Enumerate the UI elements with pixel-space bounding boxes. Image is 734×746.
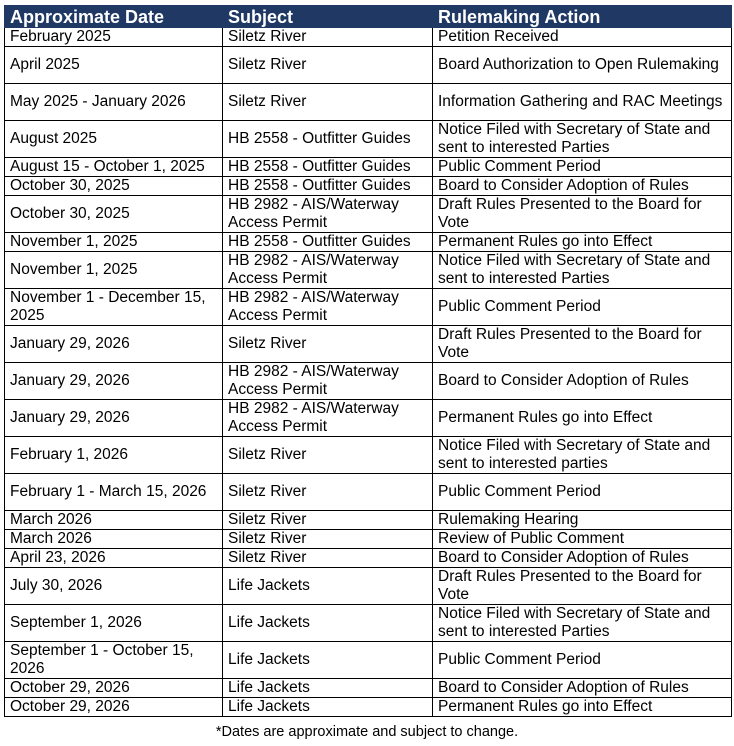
cell-action: Board to Consider Adoption of Rules (433, 363, 732, 400)
rulemaking-schedule-table (4, 5, 732, 717)
table-row (5, 28, 732, 47)
cell-date: February 2025 (5, 28, 223, 47)
table-row (5, 698, 732, 717)
table-row (5, 289, 732, 326)
cell-action: Information Gathering and RAC Meetings (433, 84, 732, 121)
cell-subject: Life Jackets (223, 679, 433, 698)
cell-subject: HB 2558 - Outfitter Guides (223, 158, 433, 177)
cell-subject: Siletz River (223, 474, 433, 511)
cell-subject: HB 2982 - AIS/Waterway Access Permit (223, 363, 433, 400)
cell-date: September 1, 2026 (5, 605, 223, 642)
cell-action: Notice Filed with Secretary of State and sent to interested Parties (433, 121, 732, 158)
table-row (5, 511, 732, 530)
cell-date: April 2025 (5, 47, 223, 84)
table-header-row (5, 6, 732, 28)
cell-subject: Siletz River (223, 437, 433, 474)
table-row (5, 252, 732, 289)
cell-date: January 29, 2026 (5, 400, 223, 437)
cell-action: Board to Consider Adoption of Rules (433, 549, 732, 568)
table-row (5, 642, 732, 679)
cell-action: Petition Received (433, 28, 732, 47)
cell-date: February 1, 2026 (5, 437, 223, 474)
cell-action: Public Comment Period (433, 474, 732, 511)
cell-action: Public Comment Period (433, 289, 732, 326)
table-row (5, 474, 732, 511)
cell-subject: HB 2982 - AIS/Waterway Access Permit (223, 289, 433, 326)
table-row (5, 196, 732, 233)
cell-subject: HB 2558 - Outfitter Guides (223, 233, 433, 252)
cell-subject: Life Jackets (223, 642, 433, 679)
table-row (5, 568, 732, 605)
cell-date: November 1, 2025 (5, 233, 223, 252)
table-row (5, 530, 732, 549)
cell-subject: Siletz River (223, 28, 433, 47)
table-row (5, 158, 732, 177)
cell-action: Permanent Rules go into Effect (433, 233, 732, 252)
cell-subject: HB 2982 - AIS/Waterway Access Permit (223, 196, 433, 233)
cell-date: March 2026 (5, 511, 223, 530)
cell-date: September 1 - October 15, 2026 (5, 642, 223, 679)
cell-date: November 1, 2025 (5, 252, 223, 289)
header-subject: Subject (223, 6, 433, 28)
table-row (5, 605, 732, 642)
table-row (5, 400, 732, 437)
header-approximate-date: Approximate Date (5, 6, 223, 28)
cell-date: August 15 - October 1, 2025 (5, 158, 223, 177)
table-row (5, 177, 732, 196)
cell-action: Board Authorization to Open Rulemaking (433, 47, 732, 84)
cell-action: Review of Public Comment (433, 530, 732, 549)
cell-action: Draft Rules Presented to the Board for Vote (433, 568, 732, 605)
cell-subject: Siletz River (223, 47, 433, 84)
cell-action: Board to Consider Adoption of Rules (433, 177, 732, 196)
header-rulemaking-action: Rulemaking Action (433, 6, 732, 28)
cell-date: October 30, 2025 (5, 196, 223, 233)
cell-subject: Siletz River (223, 511, 433, 530)
table-row (5, 363, 732, 400)
cell-date: August 2025 (5, 121, 223, 158)
cell-action: Public Comment Period (433, 158, 732, 177)
cell-date: October 30, 2025 (5, 177, 223, 196)
cell-date: March 2026 (5, 530, 223, 549)
cell-subject: Life Jackets (223, 605, 433, 642)
cell-action: Permanent Rules go into Effect (433, 400, 732, 437)
table-row (5, 549, 732, 568)
cell-action: Draft Rules Presented to the Board for Vote (433, 326, 732, 363)
cell-date: January 29, 2026 (5, 363, 223, 400)
cell-action: Board to Consider Adoption of Rules (433, 679, 732, 698)
cell-subject: Siletz River (223, 549, 433, 568)
cell-action: Draft Rules Presented to the Board for Vote (433, 196, 732, 233)
table-row (5, 121, 732, 158)
cell-date: July 30, 2026 (5, 568, 223, 605)
cell-action: Notice Filed with Secretary of State and sent to interested Parties (433, 605, 732, 642)
cell-action: Notice Filed with Secretary of State and sent to interested Parties (433, 252, 732, 289)
cell-subject: HB 2982 - AIS/Waterway Access Permit (223, 252, 433, 289)
cell-date: May 2025 - January 2026 (5, 84, 223, 121)
table-row (5, 233, 732, 252)
cell-subject: Life Jackets (223, 568, 433, 605)
cell-date: October 29, 2026 (5, 679, 223, 698)
cell-action: Notice Filed with Secretary of State and sent to interested parties (433, 437, 732, 474)
table-row (5, 47, 732, 84)
cell-subject: Siletz River (223, 530, 433, 549)
table-row (5, 84, 732, 121)
cell-action: Permanent Rules go into Effect (433, 698, 732, 717)
cell-date: February 1 - March 15, 2026 (5, 474, 223, 511)
cell-subject: Siletz River (223, 326, 433, 363)
cell-subject: HB 2558 - Outfitter Guides (223, 121, 433, 158)
table-row (5, 437, 732, 474)
table-row (5, 326, 732, 363)
cell-date: October 29, 2026 (5, 698, 223, 717)
footnote: *Dates are approximate and subject to change. (215, 724, 519, 740)
table-body (5, 28, 732, 717)
table-row (5, 679, 732, 698)
cell-subject: Siletz River (223, 84, 433, 121)
cell-action: Public Comment Period (433, 642, 732, 679)
cell-date: November 1 - December 15, 2025 (5, 289, 223, 326)
cell-action: Rulemaking Hearing (433, 511, 732, 530)
cell-subject: HB 2558 - Outfitter Guides (223, 177, 433, 196)
cell-date: April 23, 2026 (5, 549, 223, 568)
cell-subject: HB 2982 - AIS/Waterway Access Permit (223, 400, 433, 437)
cell-subject: Life Jackets (223, 698, 433, 717)
cell-date: January 29, 2026 (5, 326, 223, 363)
